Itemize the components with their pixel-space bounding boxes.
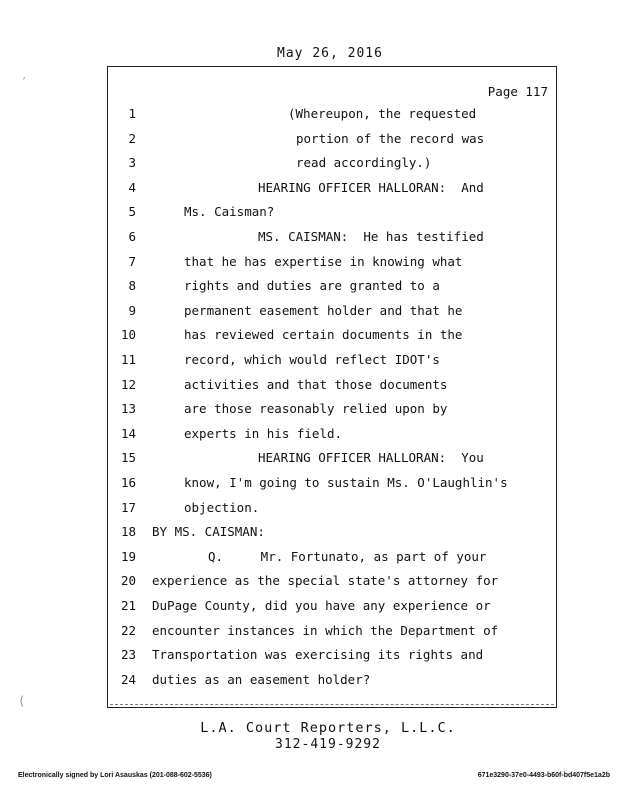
- line-number: 24: [120, 671, 136, 687]
- line-number: 19: [120, 548, 136, 564]
- line-number: 7: [128, 253, 136, 269]
- page-number: Page 117: [487, 84, 548, 99]
- transcript-line-text: Q. Mr. Fortunato, as part of your: [208, 548, 487, 564]
- line-number: 4: [128, 179, 136, 195]
- line-number: 10: [120, 327, 136, 343]
- document-id: 671e3290-37e0-4493-b60f-bd407f5e1a2b: [477, 772, 610, 779]
- line-number: 20: [120, 573, 136, 589]
- line-number: 14: [120, 425, 136, 441]
- court-reporter-name: L.A. Court Reporters, L.L.C.: [200, 720, 456, 736]
- line-number: 2: [128, 130, 136, 146]
- transcript-line-text: rights and duties are granted to a: [184, 278, 440, 294]
- transcript-line-text: BY MS. CAISMAN:: [152, 524, 265, 540]
- transcript-line-text: experience as the special state's attorney for: [152, 573, 499, 589]
- line-number: 15: [120, 450, 136, 466]
- line-number: 11: [120, 352, 136, 367]
- transcript-line-text: objection.: [184, 499, 260, 515]
- line-number: 22: [120, 622, 136, 638]
- line-number: 13: [120, 401, 136, 417]
- transcript-line-text: HEARING OFFICER HALLORAN: You: [258, 450, 484, 466]
- transcript-line-text: read accordingly.): [296, 155, 432, 171]
- line-number: 18: [120, 524, 136, 540]
- transcript-line-text: has reviewed certain documents in the: [184, 327, 463, 343]
- transcript-line-text: are those reasonably relied upon by: [184, 401, 448, 417]
- line-number: 8: [128, 278, 136, 294]
- transcript-line-text: know, I'm going to sustain Ms. O'Laughlin's: [184, 475, 508, 490]
- line-number: 17: [120, 499, 136, 515]
- line-number: 9: [128, 302, 136, 318]
- transcript-line-text: portion of the record was: [296, 130, 485, 146]
- scan-mark: (: [18, 694, 26, 708]
- transcript-line-text: encounter instances in which the Department of: [152, 622, 499, 638]
- line-number: 23: [120, 647, 136, 663]
- transcript-line-text: (Whereupon, the requested: [288, 106, 477, 121]
- transcript-line-text: activities and that those documents: [184, 376, 448, 392]
- line-number: 6: [128, 229, 136, 244]
- line-number: 16: [120, 475, 136, 490]
- transcript-line-text: HEARING OFFICER HALLORAN: And: [258, 179, 484, 195]
- transcript-date: May 26, 2016: [277, 46, 383, 61]
- electronic-signature: Electronically signed by Lori Asauskas (201-088-602-5536): [18, 772, 212, 779]
- line-number: 5: [128, 204, 136, 220]
- line-number: 3: [128, 155, 136, 171]
- court-reporter-phone: 312-419-9292: [275, 737, 381, 752]
- transcript-line-text: Ms. Caisman?: [184, 204, 275, 220]
- line-number: 21: [120, 598, 136, 613]
- line-number: 12: [120, 376, 136, 392]
- transcript-line-text: permanent easement holder and that he: [184, 302, 463, 318]
- line-number: 1: [128, 106, 136, 121]
- scan-mark: ´: [20, 76, 28, 90]
- transcript-line-text: duties as an easement holder?: [152, 671, 371, 687]
- transcript-line-text: Transportation was exercising its rights and: [152, 647, 484, 663]
- transcript-line-text: that he has expertise in knowing what: [184, 253, 463, 269]
- transcript-line-text: experts in his field.: [184, 425, 343, 441]
- transcript-line-text: MS. CAISMAN: He has testified: [258, 229, 484, 244]
- transcript-line-text: record, which would reflect IDOT's: [184, 352, 440, 367]
- transcript-line-text: DuPage County, did you have any experience or: [152, 598, 491, 613]
